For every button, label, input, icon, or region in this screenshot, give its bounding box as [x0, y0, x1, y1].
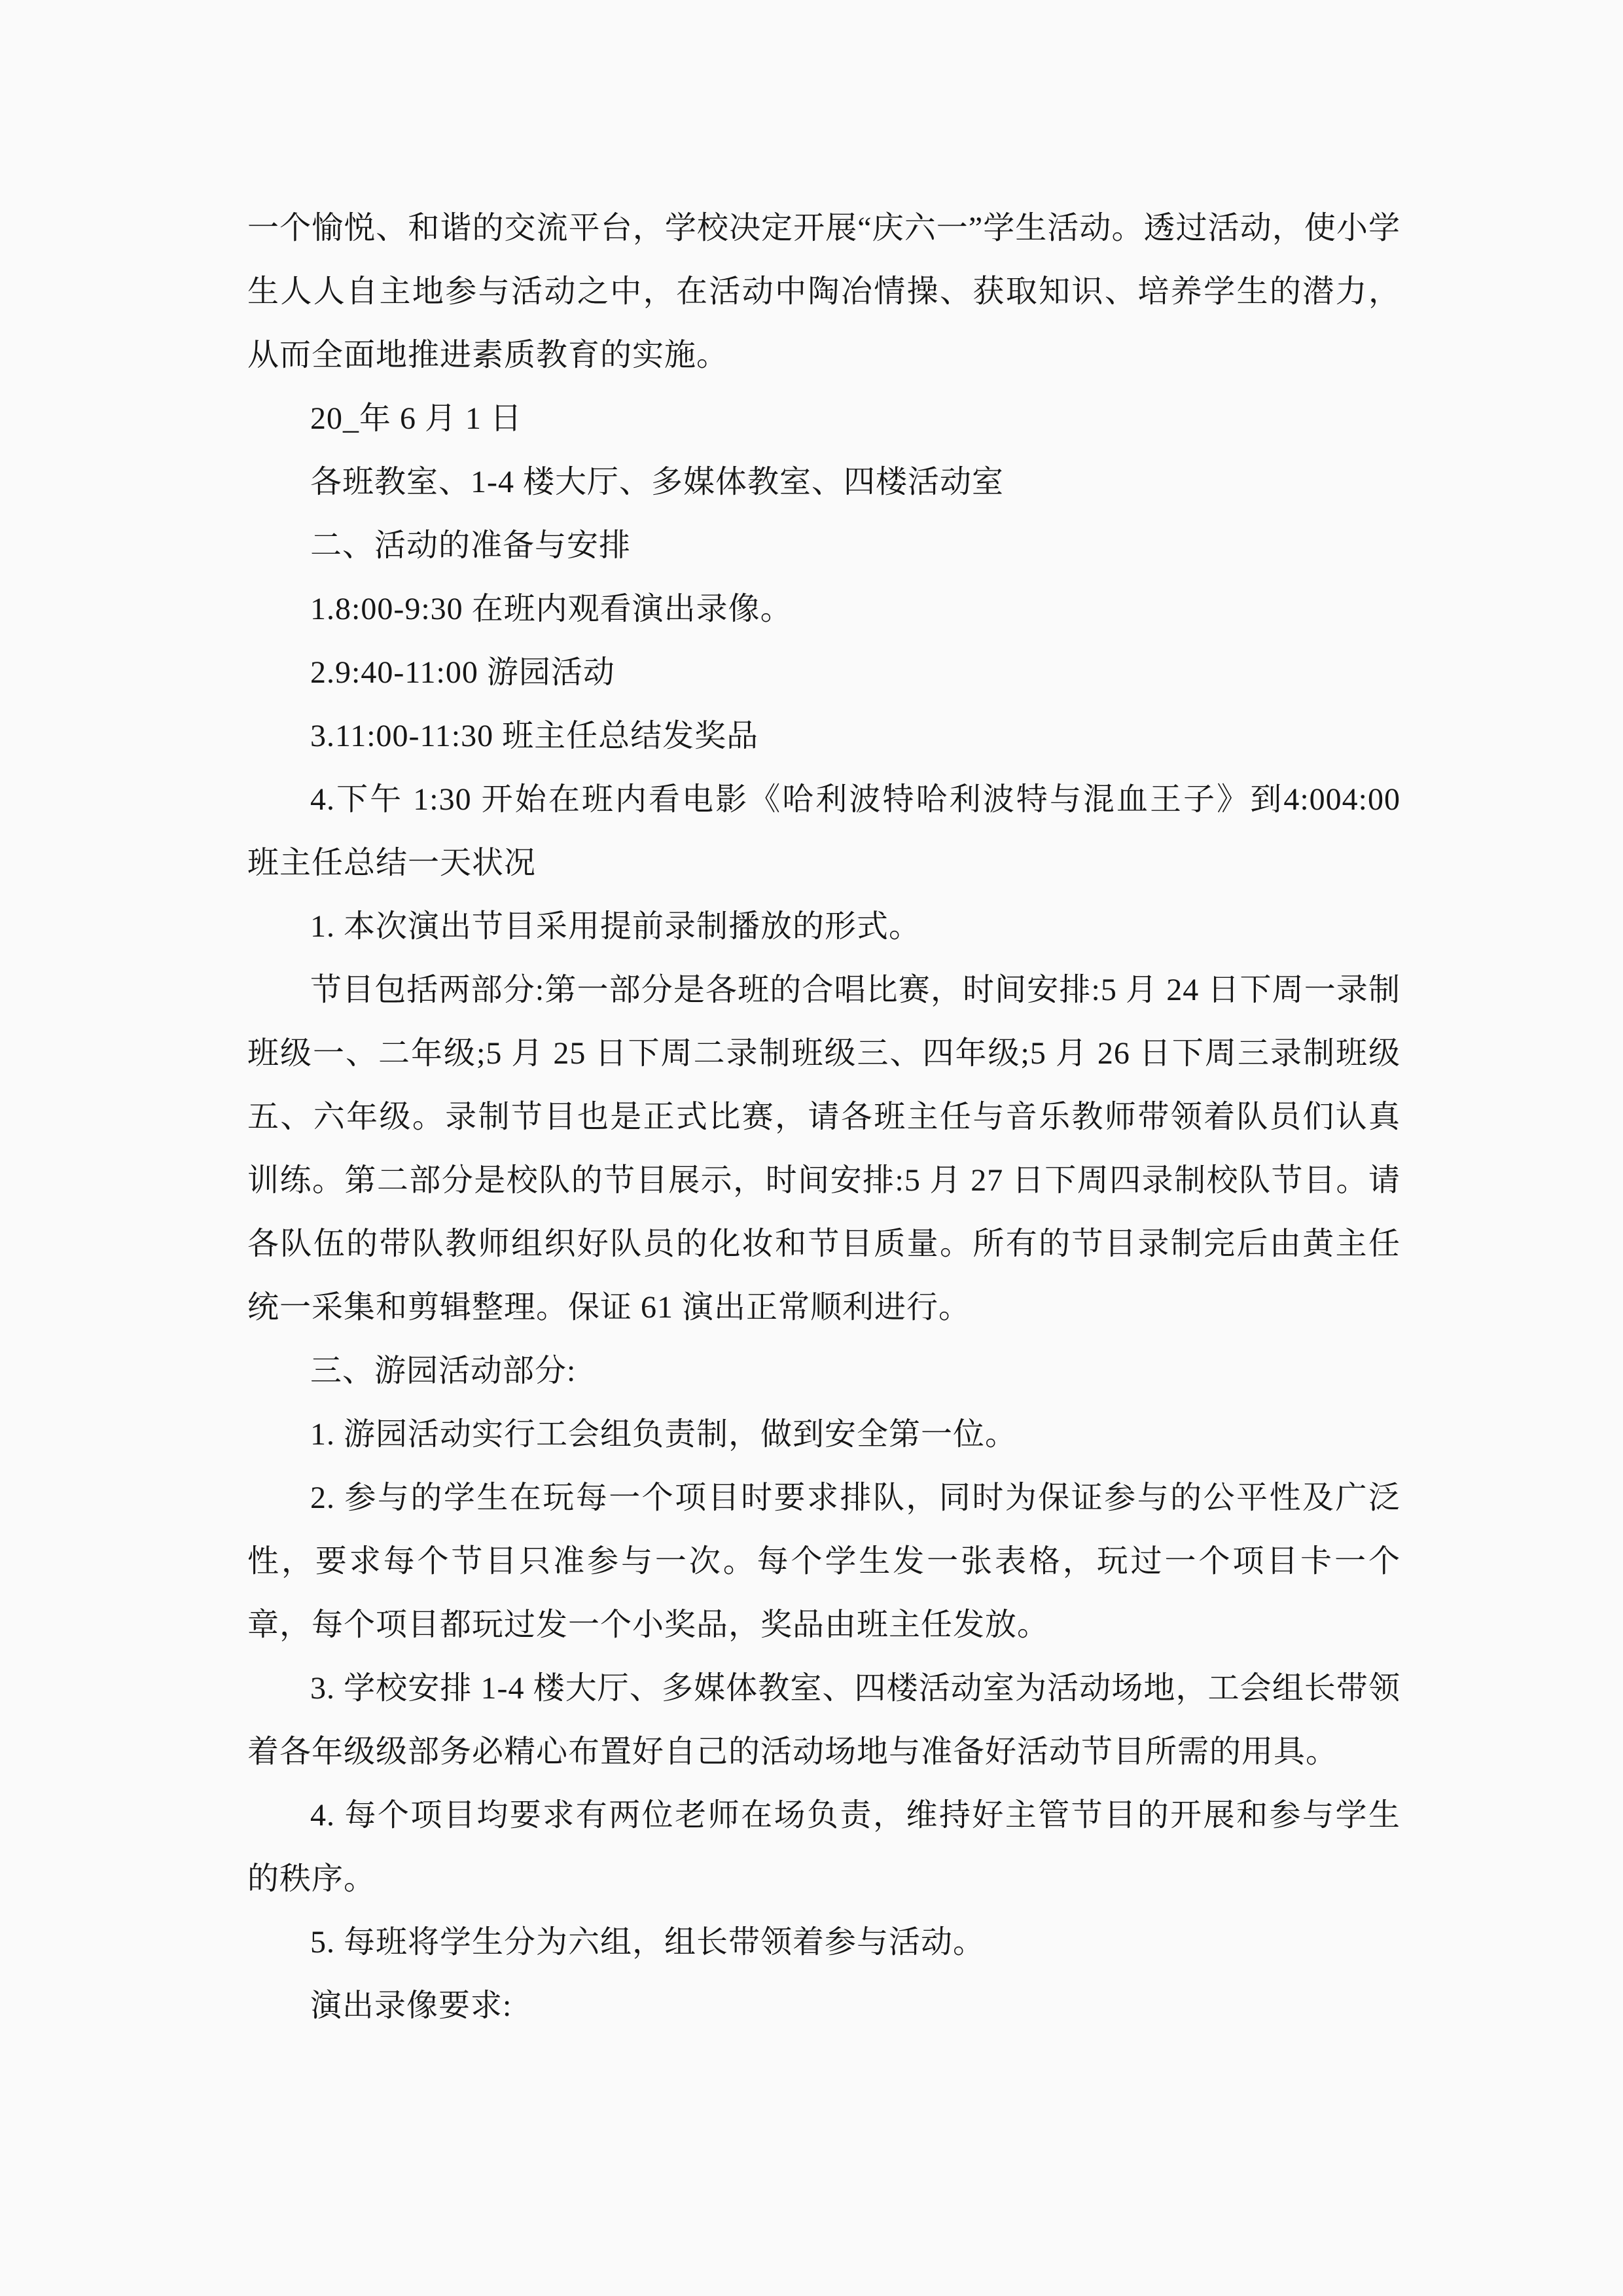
paragraph-video-requirements-heading: 演出录像要求:	[310, 1988, 512, 2023]
paragraph-schedule-item-4: 4.下午 1:30 开始在班内看电影《哈利波特哈利波特与混血王子》到4:004:00 班主任总结一天状况	[247, 782, 1400, 880]
paragraph-continuation: 一个愉悦、和谐的交流平台，学校决定开展“庆六一”学生活动。透过活动，使小学生人人自主地参与活动之中，在活动中陶冶情操、获取知识、培养学生的潜力，从而全面地推进素质教育的实施。	[247, 211, 1400, 372]
paragraph-locations: 各班教室、1-4 楼大厅、多媒体教室、四楼活动室	[310, 465, 1004, 499]
paragraph-garden-item-4: 4. 每个项目均要求有两位老师在场负责，维持好主管节目的开展和参与学生的秩序。	[247, 1798, 1400, 1896]
paragraph-schedule-item-2: 2.9:40-11:00 游园活动	[310, 655, 615, 690]
paragraph-section-2-heading: 二、活动的准备与安排	[310, 528, 632, 563]
paragraph-garden-item-1: 1. 游园活动实行工会组负责制，做到安全第一位。	[310, 1417, 1018, 1452]
paragraph-program-details: 节目包括两部分:第一部分是各班的合唱比赛，时间安排:5 月 24 日下周一录制班级一、二年级;5 月 25 日下周二录制班级三、四年级;5 月 26 日下周三录制班级五、六年级。录制节目也是正式比赛，请各班主任与音乐教师带领着队员们认真训练。第二部分是校队的节目展示，时间安排:5 月 27 日下周四录制校队节目。请各队伍的带队教师组织好队员的化妆和节目质量。所有的节目录制完后由黄主任统一采集和剪辑整理。保证 61 演出正常顺利进行。	[247, 973, 1400, 1325]
paragraph-schedule-item-3: 3.11:00-11:30 班主任总结发奖品	[310, 719, 759, 753]
document-body-text	[247, 196, 1400, 2037]
paragraph-date: 20_年 6 月 1 日	[310, 401, 523, 436]
paragraph-garden-item-5: 5. 每班将学生分为六组，组长带领着参与活动。	[310, 1925, 986, 1960]
paragraph-recording-note: 1. 本次演出节目采用提前录制播放的形式。	[310, 909, 921, 944]
paragraph-garden-item-3: 3. 学校安排 1-4 楼大厅、多媒体教室、四楼活动室为活动场地，工会组长带领着各年级级部务必精心布置好自己的活动场地与准备好活动节目所需的用具。	[247, 1671, 1400, 1769]
paragraph-section-3-heading: 三、游园活动部分:	[310, 1354, 577, 1388]
paragraph-garden-item-2: 2. 参与的学生在玩每一个项目时要求排队，同时为保证参与的公平性及广泛性，要求每个节目只准参与一次。每个学生发一张表格，玩过一个项目卡一个章，每个项目都玩过发一个小奖品，奖品由班主任发放。	[247, 1480, 1400, 1642]
paragraph-schedule-item-1: 1.8:00-9:30 在班内观看演出录像。	[310, 592, 793, 626]
